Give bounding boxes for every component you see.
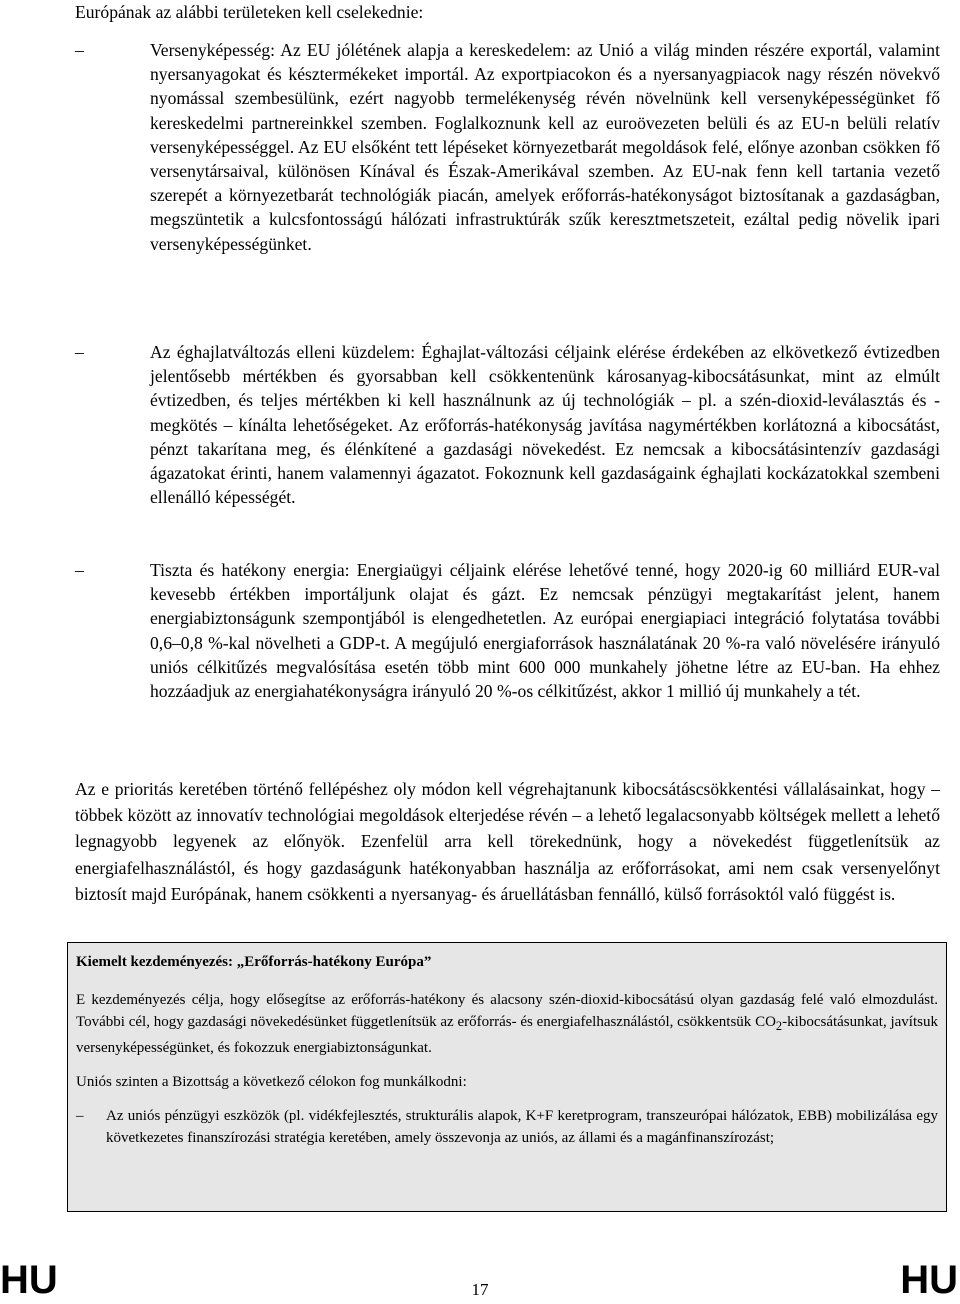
body-paragraph: Az e prioritás keretében történő fellépéshez oly módon kell végrehajtanunk kibocsátáscsökkentési vállalásainkat, hogy – többek között az innovatív technológiai megoldások elterjedése révén – a lehető legalacsonyabb költségek mellett a lehető legnagyobb legyenek az előnyök. Ezenfelül arra kell törekednünk, hogy a növekedést függetlenítsük az energiafelhasználástól, és hogy gazdaságunk hatékonyabban használja az erőforrásokat, ami nem csak versenyelőnyt biztosít majd Európának, hanem csökkenti a nyersanyag- és áruellátásban fennálló, külső forrásoktól való függést is.: [75, 779, 940, 904]
bullet-dash: –: [75, 342, 84, 362]
co2-subscript: 2: [775, 1019, 783, 1033]
box-paragraph-goal: E kezdeményezés célja, hogy elősegítse az erőforrás-hatékony és alacsony szén-dioxid-kibocsátású olyan gazdaság felé való elmozdulást. További cél, hogy gazdasági növekedésünket függetlenítsük az erőforrás- és energiafelhasználástól, csökkentsük $CO_2$-kibocsátásunkat, javítsuk versenyképességünket, és fokozzuk energiabiztonságunkat.: [76, 992, 938, 1056]
bullet-dash: –: [75, 40, 84, 60]
bullet-item-energy: [75, 558, 940, 703]
bullet-item-climate: [75, 340, 940, 509]
bullet-dash: –: [75, 560, 84, 580]
bullet-text: Versenyképesség: Az EU jólétének alapja a kereskedelem: az Unió a világ minden részére exportál, valamint nyersanyagokat és késztermékeket importál. Az exportpiacokon és a nyersanyagpiacok nagy részén növekvő nyomással szembesülünk, ezért nagyobb termelékenység révén növelnünk kell versenyképességünket fő kereskedelmi partnereinkkel szemben. Foglalkoznunk kell az euroövezeten belüli és az EU-n belüli relatív versenyképességgel. Az EU elsőként tett lépéseket környezetbarát megoldások felé, előnye azonban csökken fő versenytársaival, különösen Kínával és Észak-Amerikával szemben. Az EU-nak fenn kell tartania vezető szerepét a környezetbarát technológiák piacán, amelyek erőforrás-hatékonyságot biztosítanak a gazdaságban, megszüntetik a kulcsfontosságú hálózati infrastruktúrák szűk keresztmetszeteit, ezáltal pedig növelik ipari versenyképességünket.: [150, 40, 940, 254]
footer-language-right: HU: [900, 1258, 958, 1302]
bullet-text: Tiszta és hatékony energia: Energiaügyi céljaink elérése lehetővé tenné, hogy 2020-ig 60 milliárd EUR-val kevesebb értékben importáljunk olajat és gázt. Ez nemcsak pénzügyi megtakarítást jelent, hanem energiabiztonságunk szempontjából is elengedhetetlen. Az európai energiapiaci integráció folytatása további 0,6–0,8 %-kal növelheti a GDP-t. A megújuló energiaforrások használatának 20 %-ra való növelésére irányuló uniós célkitűzés megvalósítása esetén több mint 600 000 munkahely jöhetne létre az EU-ban. Ha ehhez hozzáadjuk az energiahatékonyságra irányuló 20 %-os célkitűzést, akkor 1 millió új munkahely a tét.: [150, 560, 940, 702]
box-bullet-item: [76, 1105, 938, 1149]
intro-text: Európának az alábbi területeken kell cselekednie:: [75, 2, 424, 22]
bullet-dash: –: [76, 1108, 84, 1124]
flagship-initiative-box: [67, 942, 947, 1212]
footer-language-left: HU: [0, 1258, 58, 1302]
bullet-text: Az éghajlatváltozás elleni küzdelem: Éghajlat-változási céljaink elérése érdekében az elkövetkező évtizedben jelentősebb mértékben és gyorsabban kell csökkentenünk károsanyag-kibocsátásunkat, mint az elmúlt évtizedben, és teljes mértékben ki kell használnunk az új technológiák – pl. a szén-dioxid-leválasztás és -megkötés – kínálta lehetőségeket. Az erőforrás-hatékonyság javítása nagymértékben korlátozná a kibocsátást, pénzt takarítana meg, és élénkítené a gazdasági növekedést. Ez nemcsak a kibocsátásintenzív gazdasági ágazatokat érinti, hanem valamennyi ágazatot. Fokoznunk kell gazdaságaink éghajlati kockázatokkal szembeni ellenálló képességét.: [150, 342, 940, 508]
box-title: Kiemelt kezdeményezés: „Erőforrás-hatékony Európa”: [76, 954, 432, 970]
bullet-item-competitiveness: [75, 38, 940, 256]
box-paragraph-eu-level: Uniós szinten a Bizottság a következő célokon fog munkálkodni:: [76, 1074, 467, 1090]
page-number: 17: [471, 1280, 489, 1299]
box-bullet-text: Az uniós pénzügyi eszközök (pl. vidékfejlesztés, strukturális alapok, K+F keretprogram, transzeurópai hálózatok, EBB) mobilizálása egy következetes finanszírozási stratégia keretében, amely összevonja az uniós, az állami és a magánfinanszírozást;: [106, 1108, 938, 1146]
